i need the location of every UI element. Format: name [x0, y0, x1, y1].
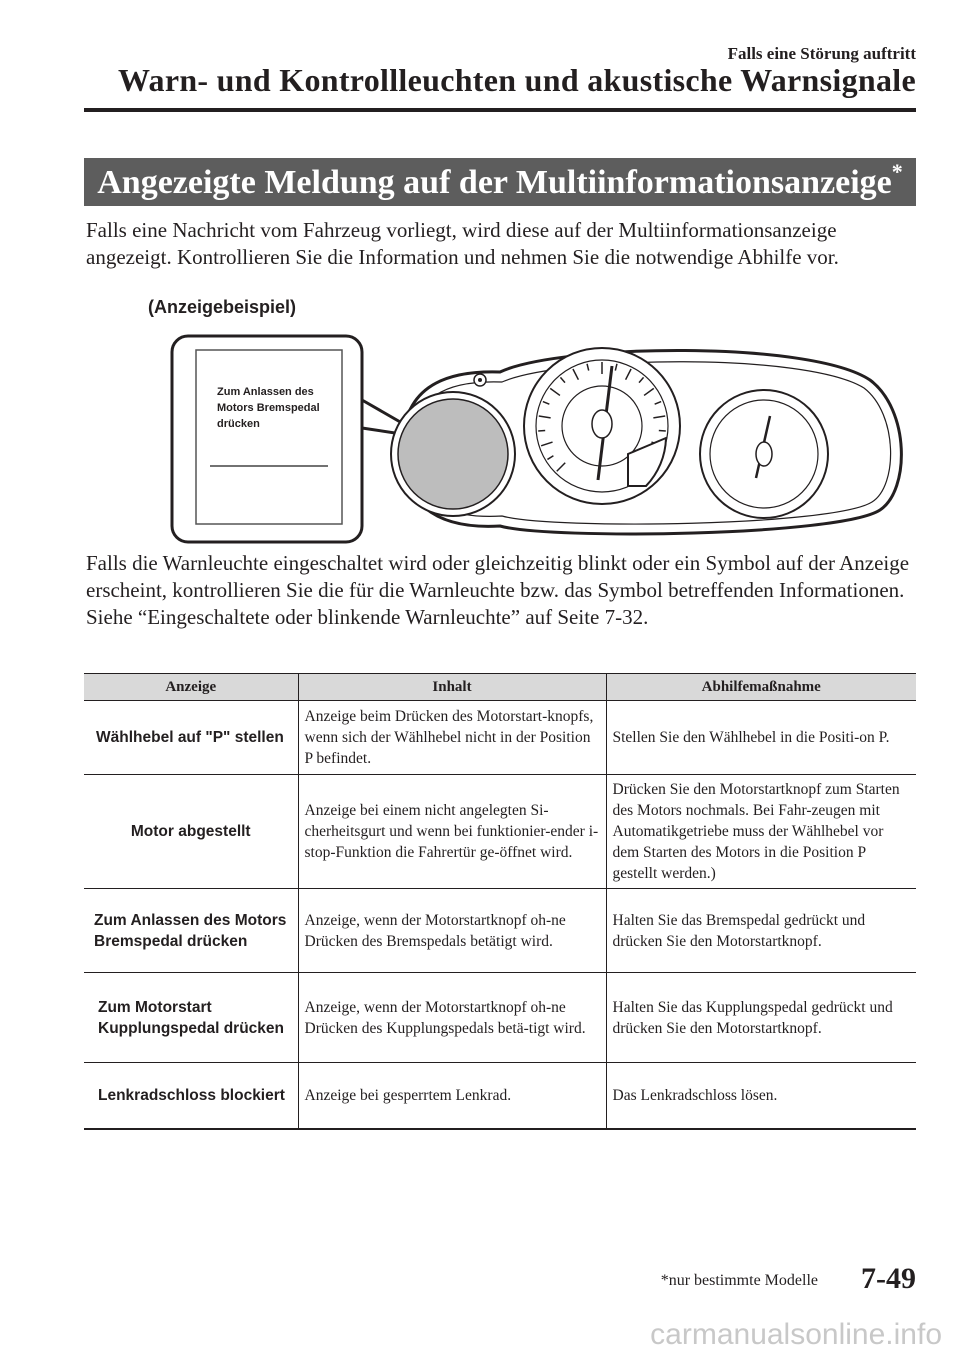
page-title: Warn- und Kontrollleuchten und akustische Warnsignale	[117, 62, 916, 98]
table-header-display: Anzeige	[84, 674, 298, 701]
section-heading	[84, 158, 916, 206]
display-message: Lenkradschloss blockiert	[84, 1063, 298, 1129]
chapter-title: Falls eine Störung auftritt	[727, 44, 916, 63]
section-asterisk: *	[891, 159, 903, 184]
message-content: Anzeige bei einem nicht angelegten Si-cherheitsgurt und wenn bei funktionier-ender i-stop-Funktion die Fahrertür ge-öffnet wird.	[298, 775, 606, 889]
table-header-row	[84, 674, 916, 701]
display-message: Motor abgestellt	[84, 775, 298, 889]
message-remedy: Drücken Sie den Motorstartknopf zum Starten des Motors nochmals. Bei Fahr-zeugen mit Automatikgetriebe muss der Wählhebel vor dem Starten des Motors in die Position P gestellt werden.)	[606, 775, 916, 889]
instrument-cluster-figure	[170, 330, 920, 546]
message-content: Anzeige, wenn der Motorstartknopf oh-ne Drücken des Kupplungspedals betä-tigt wird.	[298, 973, 606, 1063]
figure-label: (Anzeigebeispiel)	[148, 297, 297, 317]
header-rule	[84, 108, 916, 112]
message-remedy: Halten Sie das Bremspedal gedrückt und drücken Sie den Motorstartknopf.	[606, 889, 916, 973]
display-message: Wählhebel auf "P" stellen	[84, 701, 298, 775]
display-message: Zum Anlassen des Motors Bremspedal drücken	[84, 889, 298, 973]
message-remedy: Stellen Sie den Wählhebel in die Positi-on P.	[606, 701, 916, 775]
message-table	[84, 673, 916, 1130]
table-header-remedy: Abhilfemaßnahme	[606, 674, 916, 701]
note-text: Falls die Warnleuchte eingeschaltet wird oder gleichzeitig blinkt oder ein Symbol auf der Anzeige erscheint, kontrollieren Sie die für die Warnleuchte bzw. das Symbol betreffenden Informationen.	[86, 551, 910, 602]
gauge-tick	[538, 430, 545, 431]
watermark: carmanualsonline.info	[650, 1318, 942, 1351]
message-remedy: Das Lenkradschloss lösen.	[606, 1063, 916, 1129]
message-content: Anzeige bei gesperrtem Lenkrad.	[298, 1063, 606, 1129]
callout-display-screen	[196, 350, 342, 524]
right-gauge-hub	[756, 442, 772, 466]
table-row	[84, 775, 916, 889]
intro-paragraph: Falls eine Nachricht vom Fahrzeug vorliegt, wird diese auf der Multiinformationsanzeige angezeigt. Kontrollieren Sie die Information und nehmen Sie die notwendige Abhilfe vor.	[86, 218, 839, 269]
center-gauge-hub	[592, 410, 612, 438]
table-header-content: Inhalt	[298, 674, 606, 701]
display-message: Zum Motorstart Kupplungspedal drücken	[84, 973, 298, 1063]
section-heading-text: Angezeigte Meldung auf der Multiinformationsanzeige	[97, 164, 892, 201]
table-row	[84, 889, 916, 973]
message-remedy: Halten Sie das Kupplungspedal gedrückt und drücken Sie den Motorstartknopf.	[606, 973, 916, 1063]
callout-display-message: Zum Anlassen des Motors Bremspedal drücken	[217, 386, 320, 430]
table-row	[84, 973, 916, 1063]
left-gauge-info-display	[398, 399, 508, 509]
table-row	[84, 701, 916, 775]
message-content: Anzeige, wenn der Motorstartknopf oh-ne Drücken des Bremspedals betätigt wird.	[298, 889, 606, 973]
footnote: *nur bestimmte Modelle	[660, 1272, 818, 1289]
gauge-tick	[659, 430, 666, 431]
note-paragraph	[86, 550, 916, 631]
page-number: 7-49	[861, 1262, 916, 1295]
table-row	[84, 1063, 916, 1129]
message-content: Anzeige beim Drücken des Motorstart-knopfs, wenn sich der Wählhebel nicht in der Position P befindet.	[298, 701, 606, 775]
note-reference: Siehe “Eingeschaltete oder blinkende Warnleuchte” auf Seite 7-32.	[86, 605, 649, 629]
